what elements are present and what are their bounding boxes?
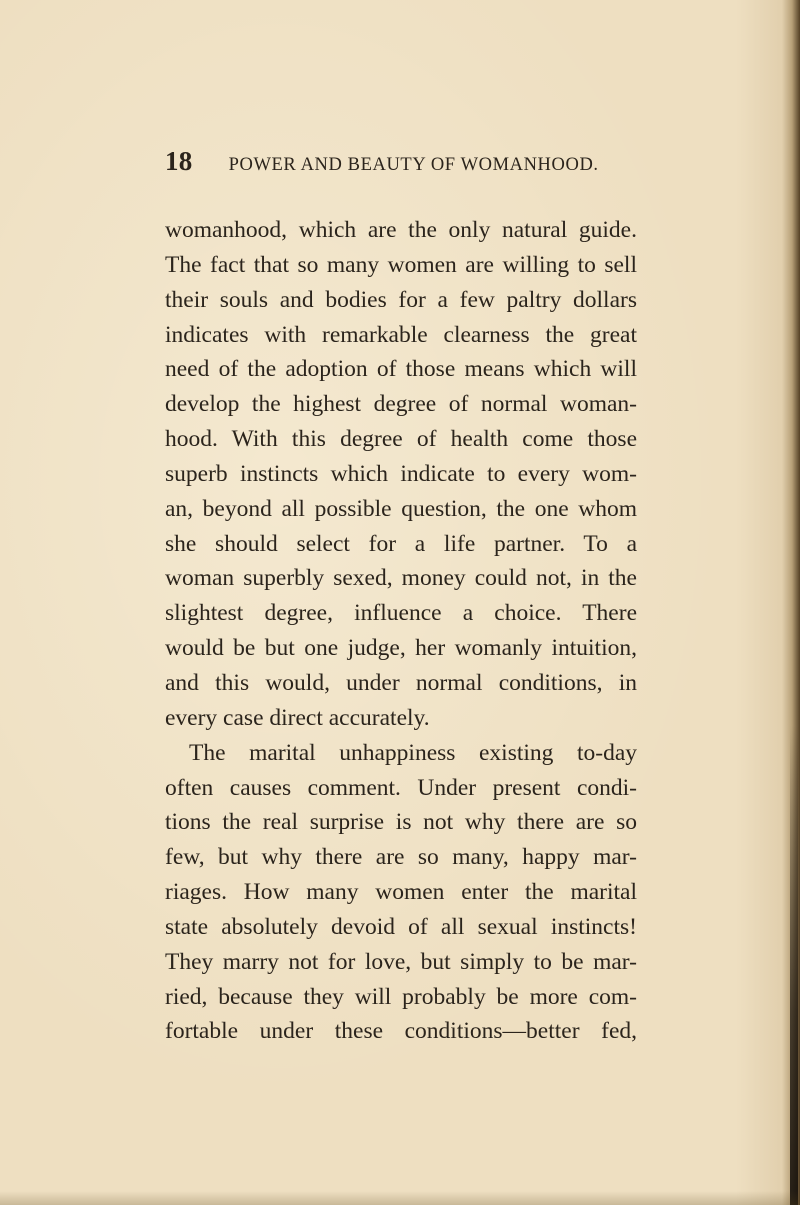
text-line: an, beyond all possible question, the one whom (165, 495, 637, 522)
text-line: their souls and bodies for a few paltry dollars (165, 286, 637, 313)
text-line: few, but why there are so many, happy mar- (165, 844, 637, 871)
text-line: and this would, under normal conditions, in (165, 669, 637, 696)
text-line: woman superbly sexed, money could not, in the (165, 565, 637, 592)
text-line: every case direct accurately. (165, 704, 430, 731)
running-title: POWER AND BEAUTY OF WOMANHOOD. (228, 155, 599, 175)
text-line: tions the real surprise is not why there are so (165, 809, 637, 836)
running-head (165, 146, 635, 182)
text-line: womanhood, which are the only natural guide. (165, 217, 637, 243)
text-line: The fact that so many women are willing to sell (165, 251, 637, 278)
text-line: They marry not for love, but simply to be mar- (165, 948, 637, 975)
text-line: indicates with remarkable clearness the great (165, 321, 637, 348)
text-line: state absolutely devoid of all sexual instincts! (165, 913, 637, 940)
text-line: superb instincts which indicate to every wom- (165, 460, 637, 487)
text-line: hood. With this degree of health come those (165, 426, 637, 453)
body-text (165, 213, 637, 1049)
text-line: often causes comment. Under present condi- (165, 774, 637, 801)
binding-edge-mark (790, 725, 798, 1205)
page-number: 18 (165, 146, 193, 176)
text-line: slightest degree, influence a choice. There (165, 600, 637, 627)
page-bottom-shadow (0, 1191, 800, 1205)
text-line: riages. How many women enter the marital (165, 879, 637, 906)
text-line: need of the adoption of those means which will (165, 356, 637, 383)
text-line: The marital unhappiness existing to-day (189, 739, 637, 766)
text-line: ried, because they will probably be more com- (165, 983, 637, 1010)
text-line: would be but one judge, her womanly intuition, (165, 635, 637, 662)
text-line: fortable under these conditions—better fed, (165, 1018, 637, 1045)
text-line: she should select for a life partner. To a (165, 530, 637, 557)
text-line: develop the highest degree of normal woman- (165, 391, 637, 418)
